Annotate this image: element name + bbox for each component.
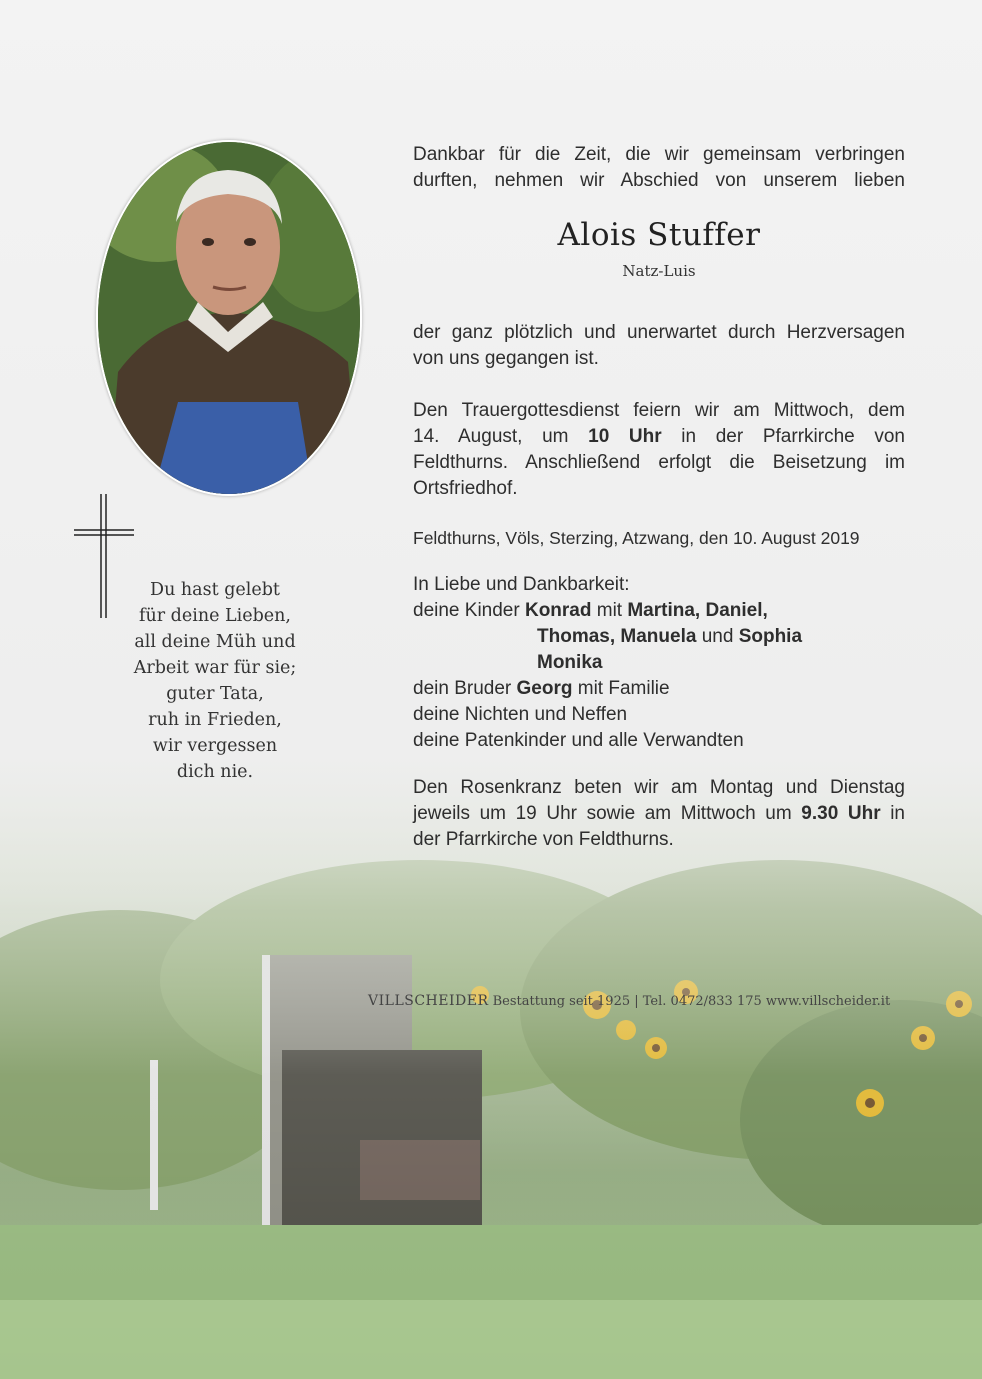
- service-line-3: Feldthurns. Anschließend erfolgt die Beisetzung im: [413, 452, 905, 473]
- poem-line: Arbeit war für sie;: [133, 658, 297, 678]
- mourners-block: [413, 572, 905, 754]
- rosary-line-3: der Pfarrkirche von Feldthurns.: [413, 829, 674, 850]
- service-line-2: 14. August, um 10 Uhr in der Pfarrkirche von: [413, 426, 905, 447]
- intro-line-1: Dankbar für die Zeit, die wir gemeinsam verbringen: [413, 144, 905, 165]
- service-line-1: Den Trauergottesdienst feiern wir am Mittwoch, dem: [413, 400, 905, 421]
- rosary-block: [413, 775, 905, 853]
- poem-line: wir vergessen: [152, 736, 278, 756]
- poem-line: Du hast gelebt: [150, 580, 280, 600]
- mourners-heading: In Liebe und Dankbarkeit:: [413, 574, 630, 595]
- funeral-home-footer: [368, 993, 948, 1009]
- poem: [120, 577, 310, 785]
- cause-line-2: von uns gegangen ist.: [413, 348, 599, 369]
- mourners-children-row2: Thomas, Manuela und Sophia: [537, 626, 803, 647]
- portrait-icon: [98, 142, 360, 494]
- poem-line: dich nie.: [176, 762, 254, 782]
- funeral-home-brand: VILLSCHEIDER: [368, 993, 489, 1009]
- deceased-place: Natz-Luis: [622, 262, 696, 280]
- deceased-name: Alois Stuffer: [557, 217, 761, 253]
- mourners-brother: dein Bruder Georg mit Familie: [413, 678, 670, 699]
- cause-line-1: der ganz plötzlich und unerwartet durch Herzversagen: [413, 322, 905, 343]
- rosary-line-2: jeweils um 19 Uhr sowie am Mittwoch um 9.30 Uhr in: [413, 803, 905, 824]
- dateline: Feldthurns, Völs, Sterzing, Atzwang, den 10. August 2019: [413, 528, 860, 548]
- rosary-line-1: Den Rosenkranz beten wir am Montag und Dienstag: [413, 777, 905, 798]
- poem-line: ruh in Frieden,: [148, 710, 282, 730]
- mourners-godchildren: deine Patenkinder und alle Verwandten: [413, 730, 744, 751]
- portrait-photo: [96, 140, 362, 496]
- intro-line-2: durften, nehmen wir Abschied von unserem lieben: [413, 170, 905, 191]
- mourners-nephews: deine Nichten und Neffen: [413, 704, 628, 725]
- mourners-children-row3: Monika: [537, 652, 603, 673]
- poem-line: all deine Müh und: [134, 632, 296, 652]
- poem-line: guter Tata,: [166, 684, 264, 704]
- mourners-children: deine Kinder Konrad mit Martina, Daniel,: [413, 600, 768, 621]
- service-time: 10 Uhr: [588, 426, 662, 447]
- service-block: [413, 398, 905, 502]
- service-line-4: Ortsfriedhof.: [413, 478, 518, 499]
- poem-line: für deine Lieben,: [139, 606, 291, 626]
- funeral-home-contact: Bestattung seit 1925 | Tel. 0472/833 175 www.villscheider.it: [488, 994, 891, 1009]
- obituary-text: [413, 142, 905, 853]
